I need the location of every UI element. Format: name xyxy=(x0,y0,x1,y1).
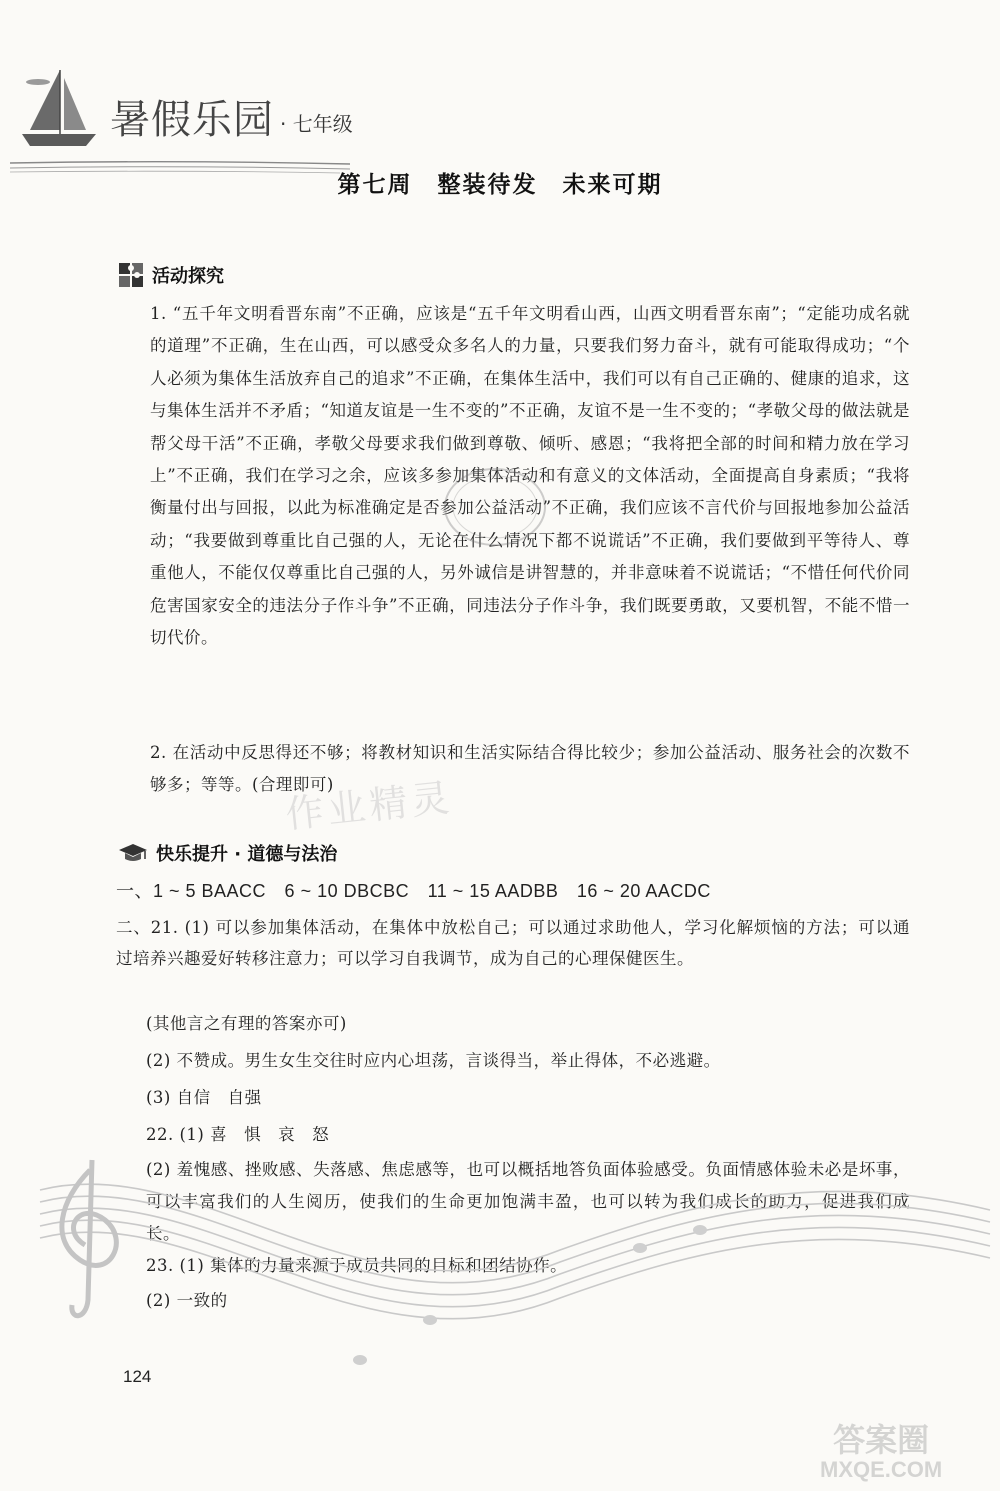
q21-part3: (3) 自信 自强 xyxy=(146,1088,262,1107)
corner-logo-cn: 答案圈 xyxy=(833,1421,930,1459)
section-improve-title: 快乐提升 · 道德与法治 xyxy=(156,844,338,865)
corner-logo xyxy=(820,1415,942,1483)
treble-clef-icon xyxy=(62,1160,116,1316)
q21-part1 xyxy=(116,912,910,974)
section-activity-title: 活动探究 xyxy=(152,266,224,287)
series-name: 暑假乐园 xyxy=(110,97,274,143)
activity-answer-1: 1. “五千年文明看晋东南”不正确，应该是“五千年文明看山西，山西文明看晋东南”；“定能功成名就的道理”不正确，生在山西，可以感受众多名人的力量，只要我们努力奋斗，就有可能取得成功；“个人必须为集体生活放弃自己的追求”不正确，在集体生活中，我们可以有自己正确的、健康的追求，这与集体生活并不矛盾；“知道友谊是一生不变的”不正确，友谊不是一生不变的；“孝敬父母的做法就是帮父母干活”不正确，孝敬父母要求我们做到尊敬、倾听、感恩；“我将把全部的时间和精力放在学习上”不正确，我们在学习之余，应该多参加集体活动和有意义的文体活动，全面提高自身素质；“我将衡量付出与回报，以此为标准确定是否参加公益活动”不正确，我们应该不言代价与回报地参加公益活动；“我要做到尊重比自己强的人，无论在什么情况下都不说谎话”不正确，我们要做到平等待人、尊重他人，不能仅仅尊重比自己强的人，另外诚信是讲智慧的，并非意味着不说谎话；“不惜任何代价同危害国家安全的违法分子作斗争”不正确，同违法分子作斗争，我们既要勇敢，又要机智，不能不惜一切代价。 xyxy=(150,304,910,648)
choice-answers: 一、1 ~ 5 BAACC 6 ~ 10 DBCBC 11 ~ 15 AADBB 16 ~ 20 AACDC xyxy=(116,881,711,901)
corner-logo-en: MXQE.COM xyxy=(820,1457,943,1482)
activity-answer-2: 2. 在活动中反思得还不够；将教材知识和生活实际结合得比较少；参加公益活动、服务社会的次数不够多；等等。(合理即可) xyxy=(150,743,910,795)
puzzle-icon xyxy=(118,262,144,288)
q23-part1: 23. (1) 集体的力量来源于成员共同的目标和团结协作。 xyxy=(146,1256,568,1275)
q22-part2: (2) 羞愧感、挫败感、失落感、焦虑感等，也可以概括地答负面体验感受。负面情感体验未必是坏事，可以丰富我们的人生阅历，使我们的生命更加饱满丰盈，也可以转为我们成长的助力，促进我们成长。 xyxy=(146,1160,910,1243)
series-title xyxy=(110,88,353,145)
week-title: 第七周 整装待发 未来可期 xyxy=(337,172,663,198)
page-header xyxy=(0,40,1000,150)
section-improve-heading xyxy=(118,840,337,866)
q21-part1-note: (其他言之有理的答案亦可) xyxy=(146,1014,347,1033)
section-activity-heading xyxy=(118,262,224,288)
q21-part2: (2) 不赞成。男生女生交往时应内心坦荡，言谈得当，举止得体，不必逃避。 xyxy=(146,1051,721,1070)
sailboat-icon xyxy=(8,68,108,158)
handwritten-watermark: 作业精灵 xyxy=(283,775,456,837)
q23-part2: (2) 一致的 xyxy=(146,1291,228,1310)
page-number: 124 xyxy=(123,1367,152,1386)
graduation-cap-icon xyxy=(118,842,148,864)
q22-part1: 22. (1) 喜 惧 哀 怒 xyxy=(146,1125,330,1144)
grade-label: · 七年级 xyxy=(280,111,353,136)
q21-part1-text: 二、21. (1) 可以参加集体活动，在集体中放松自己；可以通过求助他人，学习化解烦恼的方法；可以通过培养兴趣爱好转移注意力；可以学习自我调节，成为自己的心理保健医生。 xyxy=(116,918,910,968)
